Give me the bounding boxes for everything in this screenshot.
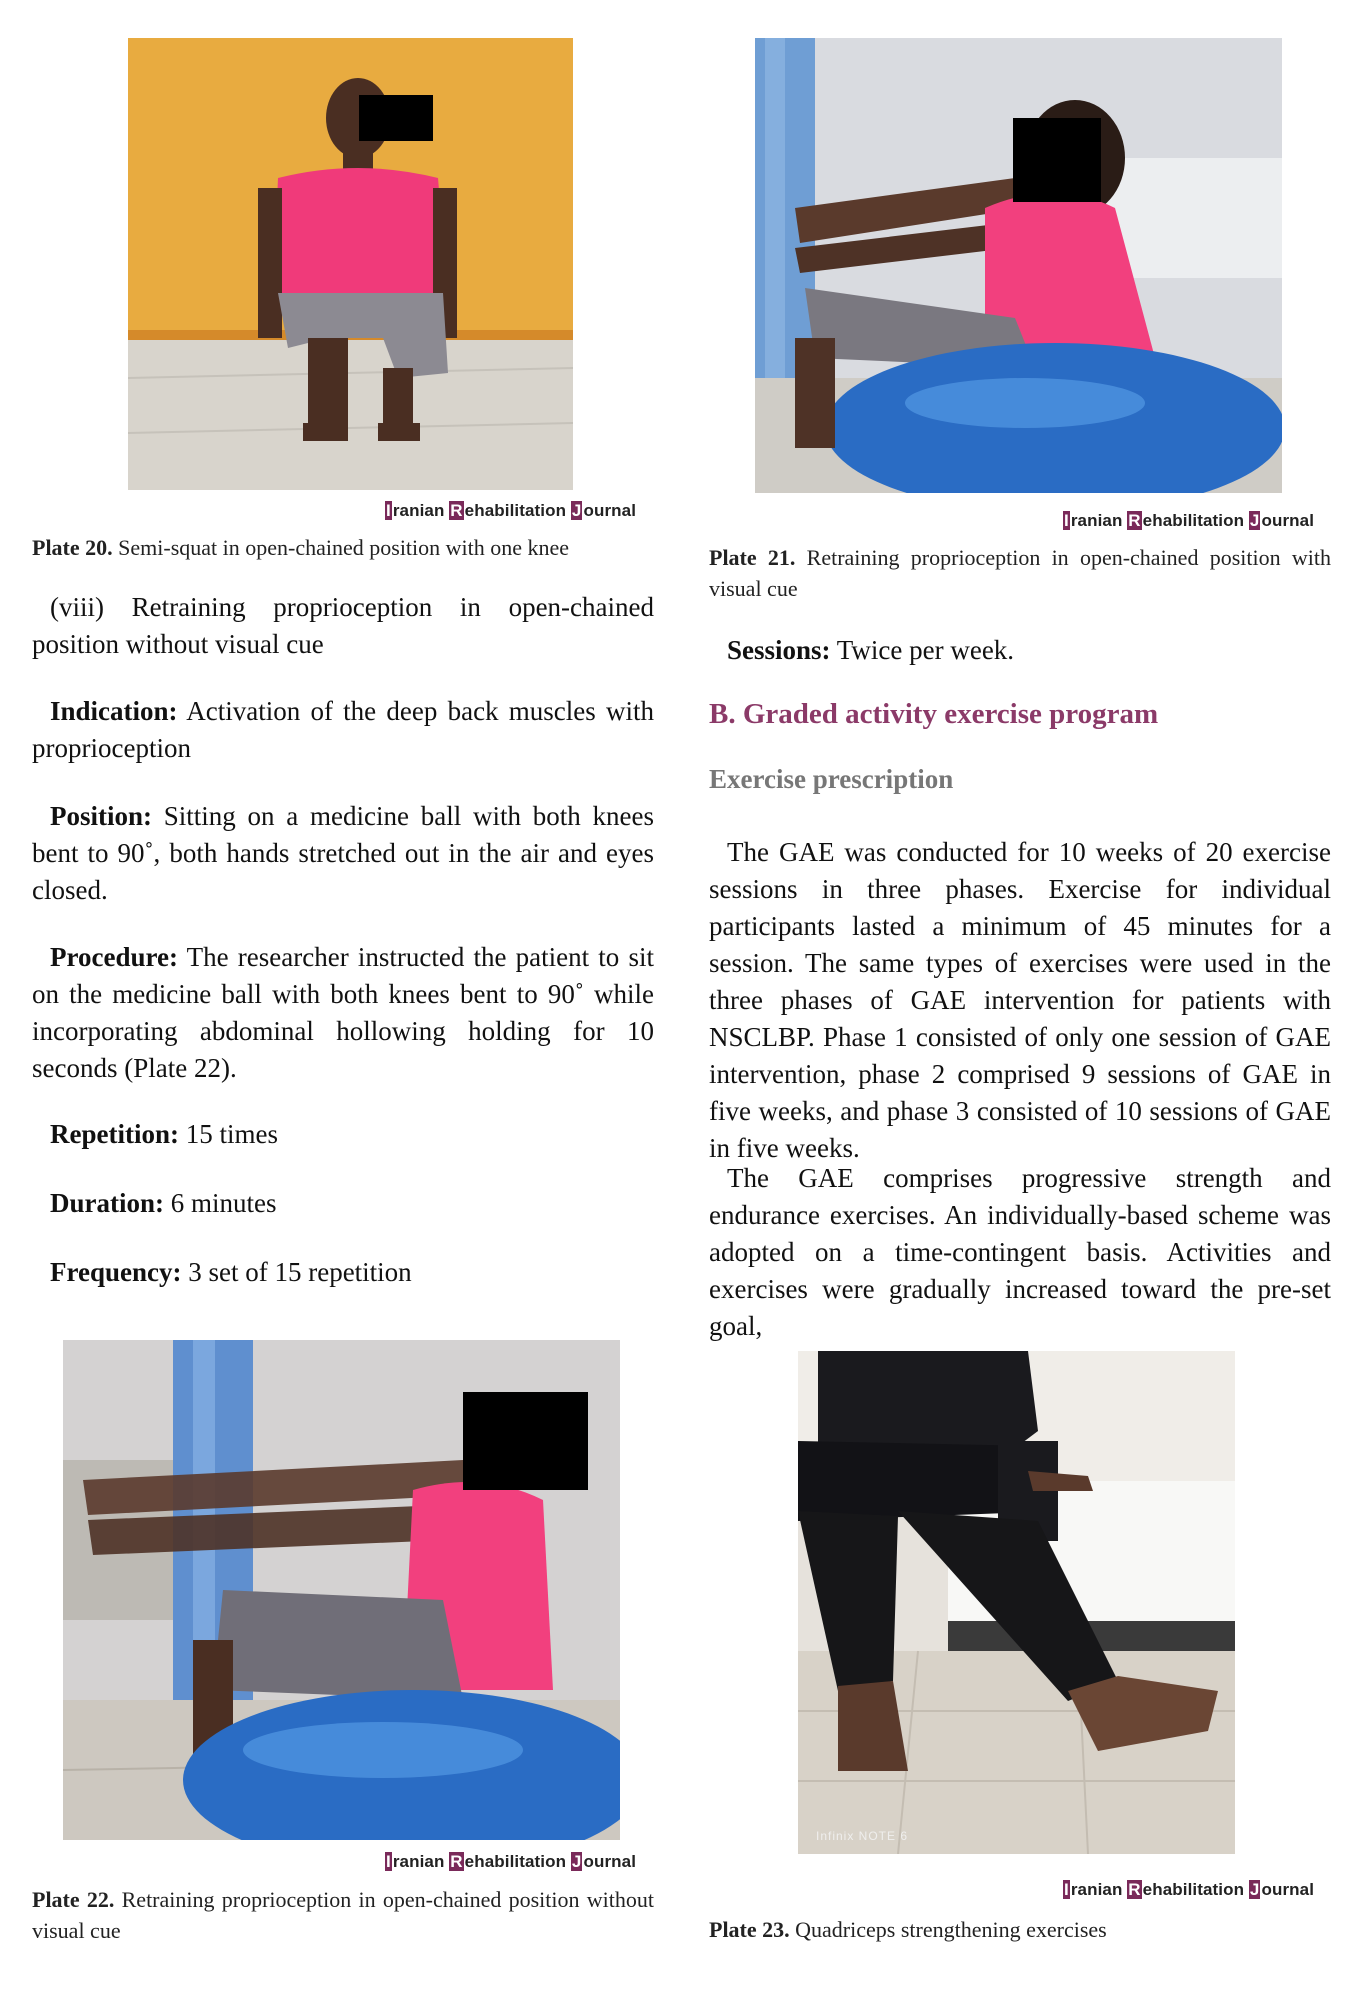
face-redaction-box — [1013, 118, 1101, 202]
phone-camera-watermark: Infinix NOTE 6 — [816, 1829, 909, 1843]
plate-22-caption: Plate 22. Retraining proprioception in open-chained position without visual cue — [32, 1887, 654, 1943]
face-redaction-box — [463, 1392, 588, 1490]
plate-20-caption: Plate 20. Semi-squat in open-chained position with one knee — [32, 535, 570, 560]
plate-21-photo — [755, 38, 1282, 493]
subheading-exercise-prescription: Exercise prescription — [709, 764, 954, 794]
plate-22-photo — [63, 1340, 620, 1840]
gae-paragraph-2: The GAE comprises progressive strength and endurance exercises. An individually-based scheme was adopted on a time-contingent basis. Activities and exercises were gradually increased toward the pre-set goal, — [709, 1163, 1331, 1341]
duration-paragraph: Duration: 6 minutes — [50, 1188, 277, 1218]
indication-paragraph: Indication: Activation of the deep back muscles with proprioception — [32, 696, 654, 763]
position-paragraph: Position: Sitting on a medicine ball with both knees bent to 90˚, both hands stretched out in the air and eyes closed. — [32, 801, 654, 905]
face-redaction-box — [359, 95, 433, 141]
frequency-paragraph: Frequency: 3 set of 15 repetition — [50, 1257, 412, 1287]
sessions-paragraph: Sessions: Twice per week. — [727, 635, 1015, 665]
plate-23-photo — [798, 1351, 1235, 1854]
section-title-viii: (viii) Retraining proprioception in open-chained position without visual cue — [32, 592, 654, 659]
journal-watermark: I ranian R ehabilitation J ournal — [1064, 1880, 1315, 1899]
journal-watermark: I ranian R ehabilitation J ournal — [386, 1852, 637, 1871]
procedure-paragraph: Procedure: The researcher instructed the patient to sit on the medicine ball with both knees bent to 90˚ while incorporating abdominal hollowing holding for 10 seconds (Plate 22). — [32, 942, 654, 1083]
plate-21-caption: Plate 21. Retraining proprioception in open-chained position with visual cue — [709, 545, 1331, 601]
repetition-paragraph: Repetition: 15 times — [50, 1119, 278, 1149]
journal-watermark: I ranian R ehabilitation J ournal — [386, 501, 637, 520]
journal-watermark: I ranian R ehabilitation J ournal — [1064, 511, 1315, 530]
plate-20-photo — [128, 38, 573, 490]
plate-23-caption: Plate 23. Quadriceps strengthening exercises — [709, 1917, 1107, 1942]
section-heading-b: B. Graded activity exercise program — [709, 698, 1159, 730]
gae-paragraph-1: The GAE was conducted for 10 weeks of 20 exercise sessions in three phases. Exercise for individual participants lasted a minimum of 45 minutes for a session. The same types of exercises were used in the three phases of GAE intervention for patients with NSCLBP. Phase 1 consisted of only one session of GAE intervention, phase 2 comprised 9 sessions of GAE in five weeks, and phase 3 consisted of 10 sessions of GAE in five weeks. — [709, 837, 1331, 1163]
